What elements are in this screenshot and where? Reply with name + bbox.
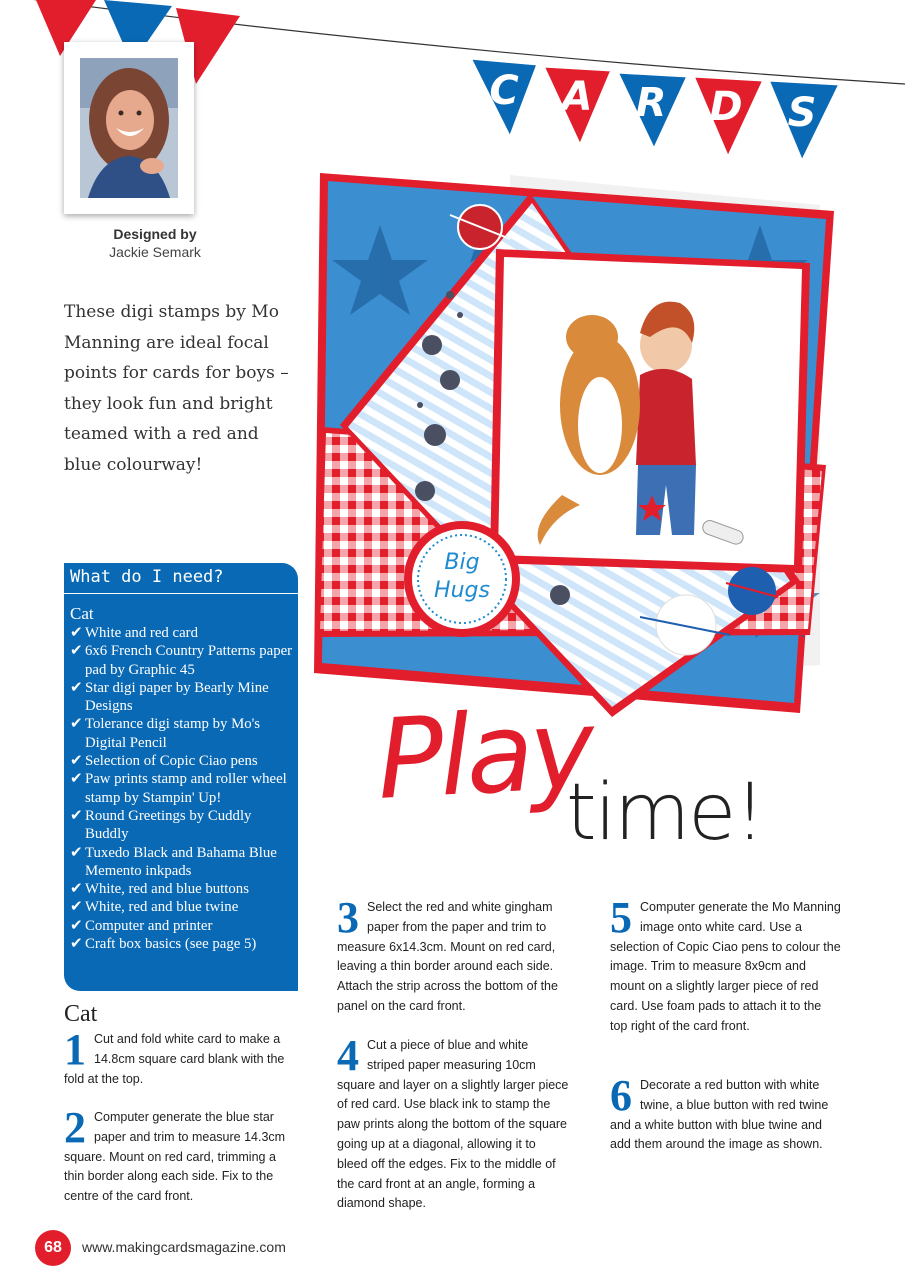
materials-divider (64, 593, 298, 594)
materials-item-text: 6x6 French Country Patterns paper pad by Graphic 45 (85, 643, 293, 678)
materials-subtitle: Cat (70, 604, 94, 623)
white-button (656, 595, 716, 655)
step-text-rest: square and layer on a slightly larger piece of red card. Use black ink to stamp the paw prints along the bottom of the square going up at a diagonal, allowing it to bleed off the edges. Fix to the middle of the card front at an angle, forming a diamond shape. (337, 1077, 569, 1211)
flag-c (470, 58, 538, 138)
check-icon: ✔ (70, 844, 83, 861)
materials-item (70, 752, 298, 770)
greeting-line-2: Hugs (434, 578, 490, 603)
flag-r (617, 72, 688, 150)
materials-item-text: Tolerance digi stamp by Mo's Digital Pencil (85, 716, 261, 751)
materials-item-text: Selection of Copic Ciao pens (85, 753, 258, 770)
materials-item (70, 917, 298, 935)
big-hugs-greeting (404, 521, 520, 637)
materials-title: What do I need? (70, 567, 224, 587)
flag-letter-a: A (561, 74, 593, 120)
materials-box (64, 563, 298, 991)
materials-item (70, 770, 298, 807)
step-text-rest: measure 6x14.3cm. Mount on red card, leaving a thin border around each side. Attach the strip across the bottom of the panel on the card front. (337, 939, 558, 1013)
materials-item (70, 935, 298, 953)
materials-item-text: Tuxedo Black and Bahama Blue Memento inkpads (85, 844, 277, 879)
flag-s (768, 80, 840, 162)
flag-letter-d: D (709, 84, 743, 130)
check-icon: ✔ (70, 716, 83, 733)
designed-by-label: Designed by (113, 226, 197, 242)
materials-item-text: Paw prints stamp and roller wheel stamp by Stampin' Up! (85, 771, 287, 806)
materials-item-text: White, red and blue buttons (85, 881, 249, 898)
greeting-line-1: Big (444, 550, 480, 575)
step-text-rest: Use a selection of Copic Ciao pens to colour the image. Trim to measure 8x9cm and mount on a slightly larger piece of red card. Use foam pads to attach it to the top right of the card front. (610, 919, 841, 1033)
step-number: 5 (610, 893, 632, 942)
step-text-first: Decorate a red button with white twine, a blue button with red (640, 1078, 820, 1112)
check-icon: ✔ (70, 936, 83, 953)
check-icon: ✔ (70, 771, 83, 788)
step-6 (610, 1071, 842, 1155)
step-text-first: Select the red and white gingham paper from the paper and trim to (367, 900, 553, 934)
step-text-first: Cut a piece of blue and white striped paper measuring 10cm (367, 1038, 536, 1072)
step-text-rest: square. Mount on red card, trimming a thin border along each side. Fix to the centre of the card front. (64, 1149, 276, 1204)
materials-item-text: White, red and blue twine (85, 899, 239, 916)
check-icon: ✔ (70, 917, 83, 934)
materials-item (70, 624, 298, 642)
step-text-first: Cut and fold white card to make a 14.8cm square card blank with the (94, 1032, 285, 1066)
materials-item (70, 898, 298, 916)
step-number: 3 (337, 893, 359, 942)
check-icon: ✔ (70, 679, 83, 696)
materials-item (70, 715, 298, 752)
materials-item (70, 807, 298, 844)
card-photo (300, 165, 840, 725)
check-icon: ✔ (70, 625, 83, 641)
headline-time: time! (566, 768, 764, 858)
materials-item (70, 844, 298, 881)
step-5 (610, 893, 842, 1037)
intro-paragraph: These digi stamps by Mo Manning are ideal focal points for cards for boys – they look fun and bright teamed with a red and blue colourway! (64, 302, 289, 475)
step-2 (64, 1103, 294, 1207)
step-number: 6 (610, 1071, 632, 1120)
materials-item (70, 679, 298, 716)
check-icon: ✔ (70, 899, 83, 916)
flag-letter-r: R (635, 80, 667, 126)
materials-item-text: White and red card (85, 625, 198, 641)
check-icon: ✔ (70, 881, 83, 898)
footer-website-link[interactable]: www.makingcardsmagazine.com (82, 1239, 286, 1255)
headline-play: Play (374, 684, 594, 824)
step-number: 4 (337, 1031, 359, 1080)
step-number: 1 (64, 1025, 86, 1074)
materials-item-text: Round Greetings by Cuddly Buddly (85, 807, 252, 843)
check-icon: ✔ (70, 807, 83, 824)
materials-item (70, 642, 298, 679)
flag-a (543, 66, 612, 146)
designer-photo-frame (64, 42, 194, 214)
step-number: 2 (64, 1103, 86, 1152)
materials-item-text: Craft box basics (see page 5) (85, 936, 257, 953)
step-text-rest: twine and a white button with blue twine and add them around the image as shown. (610, 1097, 829, 1152)
step-1 (64, 1025, 294, 1089)
step-text-first: Computer generate the blue star paper and trim to measure 14.3cm (94, 1110, 286, 1144)
check-icon: ✔ (70, 643, 83, 660)
check-icon: ✔ (70, 753, 83, 770)
step-text-rest: fold at the top. (64, 1071, 144, 1086)
step-text-first: Computer generate the Mo Manning image onto white card. (640, 900, 841, 934)
steps-section-title: Cat (64, 1001, 98, 1027)
materials-item-text: Star digi paper by Bearly Mine Designs (85, 679, 269, 715)
step-3 (337, 893, 569, 1017)
flag-d (693, 76, 764, 158)
materials-item (70, 880, 298, 898)
flag-letter-c: C (489, 68, 519, 114)
materials-item-text: Computer and printer (85, 917, 213, 934)
flag-letter-s: S (787, 90, 817, 136)
materials-list (70, 624, 298, 953)
designer-photo (80, 58, 178, 198)
page-number-badge: 68 (35, 1230, 71, 1266)
designer-name: Jackie Semark (109, 244, 201, 260)
step-4 (337, 1031, 569, 1214)
